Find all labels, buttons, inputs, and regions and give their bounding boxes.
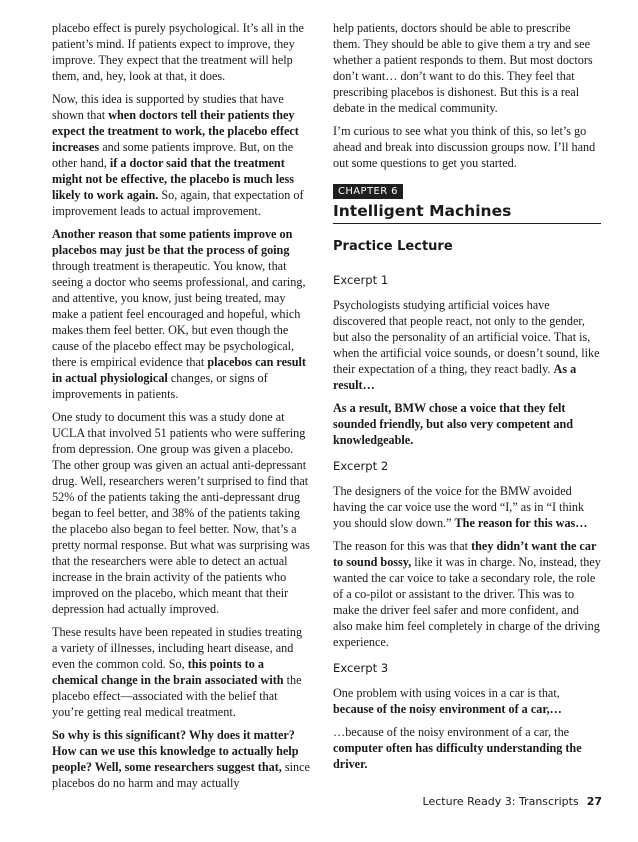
text-run: the placebo effect—associated with the belief that you’re getting real medical treatment. [52, 673, 302, 719]
left-column [52, 20, 310, 798]
footer-label: Lecture Ready 3: Transcripts [422, 795, 579, 808]
text-run: Psychologists studying artificial voices have discovered that people react, not only to the gender, but also the personality of an artificial voice. That is, when the artificial voice sounds, or doesn’t sound, like their expectation of a thing, they react badly. [333, 298, 600, 376]
text-run: …because of the noisy environment of a car, the [333, 725, 570, 739]
page-number: 27 [586, 795, 602, 808]
text-run: So, again, that expectation of improvement leads to actual improvement. [52, 188, 304, 218]
text-run: The reason for this was that [333, 539, 472, 553]
bold-text: this points to a chemical change in the brain associated with [52, 657, 284, 687]
text-run: I’m curious to see what you think of this, so let’s go ahead and break into discussion groups now. I’ll hand out some questions to get you started. [333, 124, 596, 170]
excerpt-label: Excerpt 2 [333, 459, 389, 473]
right-column [333, 20, 601, 779]
text-run: placebo effect is purely psychological. It’s all in the patient’s mind. If patients expect to improve, they improve. They expect that the treatment will help them, and, hey, look at that, it does. [52, 21, 304, 83]
paragraph [52, 624, 310, 720]
excerpts [333, 273, 601, 772]
excerpt-paragraph [333, 483, 601, 531]
text-run: help patients, doctors should be able to prescribe them. They should be able to give them a try and see whether a patient responds to them. But most doctors don’t want… don’t want to do this. They feel that prescribing placebos is dishonest. But this is a real debate in the medical community. [333, 21, 593, 115]
excerpt-paragraph [333, 400, 601, 448]
chapter-title: Intelligent Machines [333, 201, 601, 224]
excerpt-label: Excerpt 3 [333, 661, 389, 675]
bold-text: So why is this significant? Why does it matter? How can we use this knowledge to actually help people? Well, some researchers suggest that, [52, 728, 299, 774]
bold-text: when doctors tell their patients they expect the treatment to work, the placebo effect increases [52, 108, 299, 154]
text-run: since placebos do no harm and may actually [52, 760, 310, 790]
text-run: changes, or signs of improvements in patients. [52, 371, 268, 401]
paragraph [52, 226, 310, 402]
paragraph [333, 20, 601, 116]
paragraph [52, 91, 310, 219]
bold-text: placebos can result in actual physiological [52, 355, 306, 385]
excerpt-paragraph [333, 297, 601, 393]
text-run: The designers of the voice for the BMW avoided having the car voice use the word “I,” as in “I think you should slow down.” [333, 484, 585, 530]
bold-text: because of the noisy environment of a car,… [333, 702, 562, 716]
text-run: One study to document this was a study done at UCLA that involved 51 patients who were suffering from depression. One group was given a placebo. The other group was given an actual anti-depressant drug. Well, researchers weren’t surprised to find that 52% of the patients taking the anti-depressant drug began to feel better, and 38% of the patients taking the placebo also began to feel better. Now, that’s a pretty normal response. But what was surprising was that the researchers were able to detect an actual increase in the brain activity of the patients who improved on the placebo, which meant that their depression had actually improved. [52, 410, 310, 616]
page-footer [423, 795, 602, 809]
excerpt-label: Excerpt 1 [333, 273, 389, 287]
excerpt-paragraph [333, 685, 601, 717]
paragraph [52, 727, 310, 791]
right-column-intro [333, 20, 601, 171]
text-run: and some patients improve. But, on the other hand, [52, 140, 294, 170]
paragraph [52, 409, 310, 617]
bold-text: As a result… [333, 362, 577, 392]
bold-text: The reason for this was… [454, 516, 588, 530]
bold-text: As a result, BMW chose a voice that they felt sounded friendly, but also very competent and knowledgeable. [333, 401, 574, 447]
text-run: like it was in charge. No, instead, they wanted the car voice to take a secondary role, the role of a co-pilot or assistant to the driver. This was to make the driver feel safer and more confident, and also make him feel completely in charge of the driving experience. [333, 555, 601, 649]
text-run: through treatment is therapeutic. You know, that seeing a doctor who seems professional, and caring, and attentive, you know, just being treated, may make a patient feel encouraged and hopeful, which makes them feel better. OK, but even though the cause of the placebo effect may be psychological, there is empirical evidence that [52, 259, 306, 369]
text-run: Now, this idea is supported by studies that have shown that [52, 92, 284, 122]
excerpt-paragraph [333, 538, 601, 650]
paragraph [52, 20, 310, 84]
text-run: One problem with using voices in a car is that, [333, 686, 560, 700]
excerpt-paragraph [333, 724, 601, 772]
section-title: Practice Lecture [333, 239, 453, 254]
bold-text: they didn’t want the car to sound bossy, [333, 539, 597, 569]
bold-text: if a doctor said that the treatment might not be effective, the placebo is much less likely to work again. [52, 156, 295, 202]
paragraph [333, 123, 601, 171]
bold-text: computer often has difficulty understanding the driver. [333, 741, 582, 771]
text-run: These results have been repeated in studies treating a variety of illnesses, including heart disease, and even the common cold. So, [52, 625, 303, 671]
bold-text: Another reason that some patients improve on placebos may just be that the process of going [52, 227, 293, 257]
chapter-badge: CHAPTER 6 [333, 184, 403, 199]
